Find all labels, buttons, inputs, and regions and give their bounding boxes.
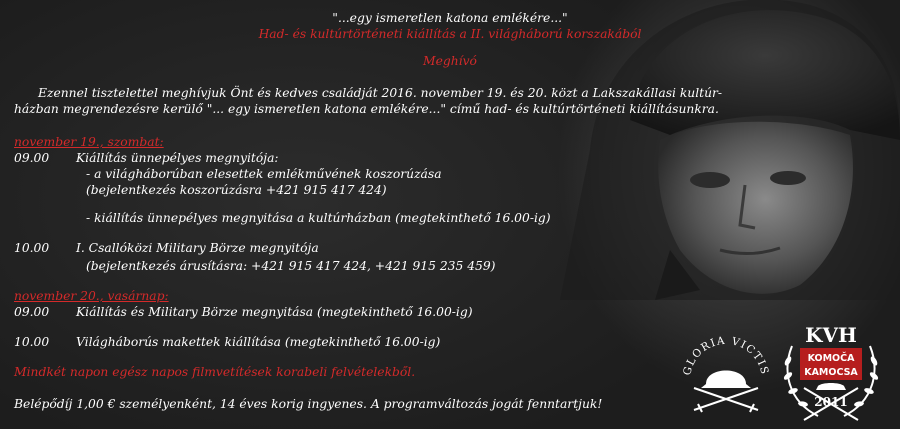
event-title: Kiállítás és Military Börze megnyitása (megtekinthető 16.00-ig): [76, 305, 473, 319]
kvh-emblem: [778, 316, 884, 426]
event-detail: - kiállítás ünnepélyes megnyitása a kultúrházban (megtekinthető 16.00-ig): [86, 211, 551, 225]
intro-line-2: házban megrendezésre kerülő "... egy ismeretlen katona emlékére..." című had- és kultúrtörténeti kiállításunkra.: [14, 102, 719, 116]
event-time: 09.00: [14, 305, 50, 319]
event-title: I. Csallóközi Military Börze megnyitója: [76, 241, 319, 255]
helmet-icon: [701, 371, 751, 389]
event-time: 10.00: [14, 335, 50, 349]
event-detail: - a világháborúban elesettek emlékművének koszorúzása: [86, 167, 442, 181]
subtitle: Had- és kultúrtörténeti kiállítás a II. világháború korszakából: [258, 27, 642, 41]
event-detail: (bejelentkezés koszorúzásra +421 915 417 424): [86, 183, 387, 197]
day2-heading: november 20., vasárnap:: [14, 289, 169, 303]
films-note: Mindkét napon egész napos filmvetítések korabeli felvételekből.: [14, 365, 416, 379]
invitation-label: Meghívó: [423, 54, 477, 68]
soldier-portrait: [560, 0, 900, 300]
kvh-line-1: KOMOČA: [807, 353, 855, 364]
day1-heading: november 19., szombat:: [14, 135, 164, 149]
event-time: 09.00: [14, 151, 50, 165]
admission-note: Belépődíj 1,00 € személyenként, 14 éves korig ingyenes. A programváltozás jogát fenntartjuk!: [14, 397, 603, 411]
title-quote: "...egy ismeretlen katona emlékére...": [332, 11, 568, 25]
kvh-line-2: KAMOCSA: [804, 367, 858, 378]
kvh-title: KVH: [805, 323, 857, 347]
intro-line-1: Ezennel tisztelettel meghívjuk Önt és kedves családját 2016. november 19. és 20. közt a Lakszakállasi kultúr-: [38, 86, 723, 100]
kvh-year: 2011: [814, 395, 848, 409]
event-title: Kiállítás ünnepélyes megnyitója:: [76, 151, 279, 165]
gloria-text: GLORIA VICTIS: [681, 334, 771, 377]
event-detail: (bejelentkezés árusításra: +421 915 417 424, +421 915 235 459): [86, 259, 496, 273]
svg-text:GLORIA VICTIS: [681, 335, 771, 377]
helmet-icon: [816, 383, 846, 390]
event-time: 10.00: [14, 241, 50, 255]
gloria-victis-emblem: [676, 318, 776, 418]
event-title: Világháborús makettek kiállítása (megtekinthető 16.00-ig): [76, 335, 441, 349]
